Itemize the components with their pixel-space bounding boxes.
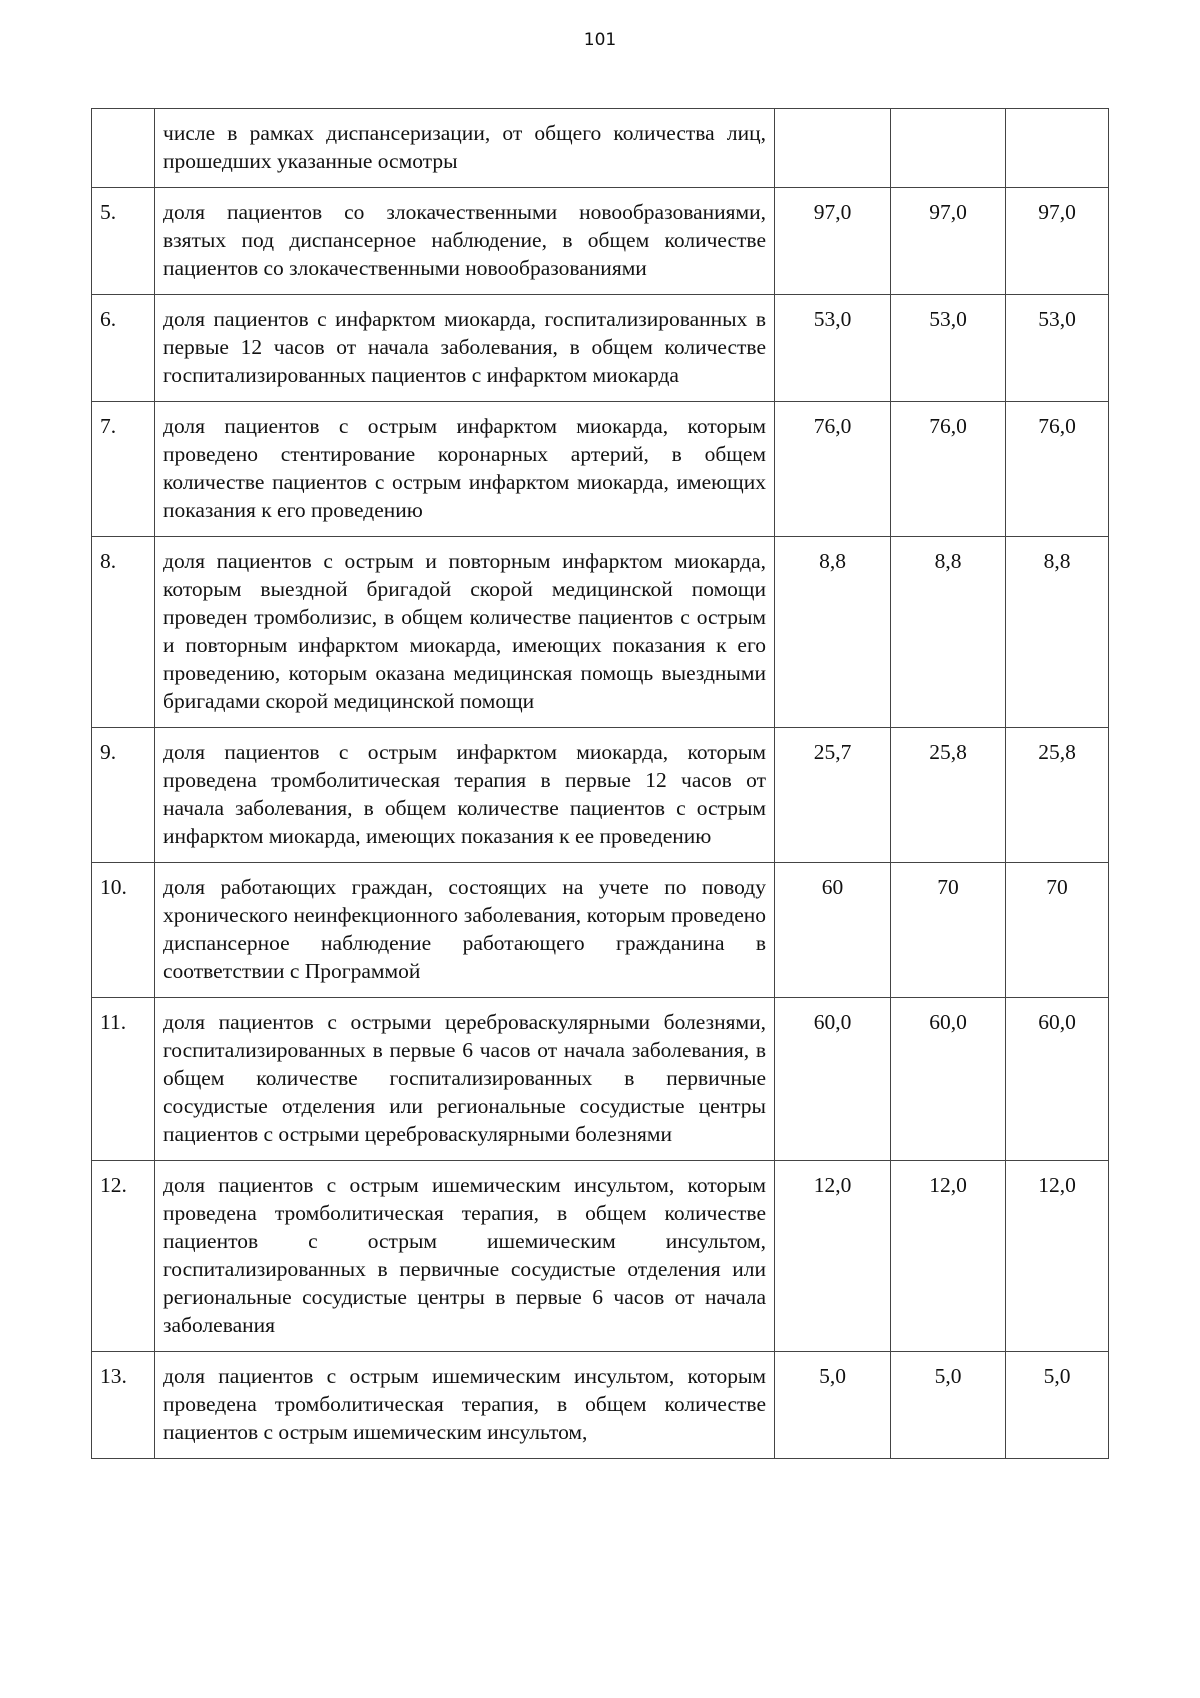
table-row: [92, 295, 1109, 402]
indicator-text: доля пациентов со злокачественными новообразованиями, взятых под диспансерное наблюдение, в общем количестве пациентов со злокачественными новообразованиями: [155, 188, 775, 295]
value-cell-3: 53,0: [1006, 295, 1109, 402]
row-number: 6.: [92, 295, 155, 402]
row-number: 8.: [92, 537, 155, 728]
row-number: [92, 109, 155, 188]
table-row: [92, 728, 1109, 863]
row-number: 9.: [92, 728, 155, 863]
table-row: [92, 998, 1109, 1161]
value-cell-1: 25,7: [775, 728, 891, 863]
indicator-text: доля пациентов с острым инфарктом миокарда, которым проведена тромболитическая терапия в первые 12 часов от начала заболевания, в общем количестве пациентов с острым инфарктом миокарда, имеющих показания к ее проведению: [155, 728, 775, 863]
value-cell-3: 8,8: [1006, 537, 1109, 728]
value-cell-1: 76,0: [775, 402, 891, 537]
value-cell-2: [891, 109, 1006, 188]
row-number: 13.: [92, 1352, 155, 1459]
value-cell-1: 5,0: [775, 1352, 891, 1459]
table-row: [92, 402, 1109, 537]
indicator-text: доля пациентов с острым ишемическим инсультом, которым проведена тромболитическая терапия, в общем количестве пациентов с острым ишемическим инсультом,: [155, 1352, 775, 1459]
indicator-text: доля работающих граждан, состоящих на учете по поводу хронического неинфекционного заболевания, которым проведено диспансерное наблюдение работающего гражданина в соответствии с Программой: [155, 863, 775, 998]
page-number: 101: [583, 30, 617, 50]
value-cell-3: 60,0: [1006, 998, 1109, 1161]
table-row: [92, 1352, 1109, 1459]
value-cell-2: 25,8: [891, 728, 1006, 863]
indicator-text: доля пациентов с острым ишемическим инсультом, которым проведена тромболитическая терапия, в общем количестве пациентов с острым ишемическим инсультом, госпитализированных в первичные сосудистые отделения или региональные сосудистые центры в первые 6 часов от начала заболевания: [155, 1161, 775, 1352]
table-row: [92, 188, 1109, 295]
indicator-text: числе в рамках диспансеризации, от общего количества лиц, прошедших указанные осмотры: [155, 109, 775, 188]
row-number: 5.: [92, 188, 155, 295]
value-cell-1: 60: [775, 863, 891, 998]
value-cell-3: 12,0: [1006, 1161, 1109, 1352]
row-number: 10.: [92, 863, 155, 998]
value-cell-3: 76,0: [1006, 402, 1109, 537]
value-cell-3: [1006, 109, 1109, 188]
indicator-text: доля пациентов с острым инфарктом миокарда, которым проведено стентирование коронарных артерий, в общем количестве пациентов с острым инфарктом миокарда, имеющих показания к его проведению: [155, 402, 775, 537]
value-cell-3: 70: [1006, 863, 1109, 998]
value-cell-1: 60,0: [775, 998, 891, 1161]
row-number: 11.: [92, 998, 155, 1161]
value-cell-1: 8,8: [775, 537, 891, 728]
value-cell-2: 12,0: [891, 1161, 1006, 1352]
value-cell-2: 8,8: [891, 537, 1006, 728]
value-cell-3: 97,0: [1006, 188, 1109, 295]
value-cell-2: 97,0: [891, 188, 1006, 295]
value-cell-2: 60,0: [891, 998, 1006, 1161]
indicator-text: доля пациентов с острым и повторным инфарктом миокарда, которым выездной бригадой скорой медицинской помощи проведен тромболизис, в общем количестве пациентов с острым и повторным инфарктом миокарда, имеющих показания к его проведению, которым оказана медицинская помощь выездными бригадами скорой медицинской помощи: [155, 537, 775, 728]
value-cell-1: [775, 109, 891, 188]
indicator-text: доля пациентов с инфарктом миокарда, госпитализированных в первые 12 часов от начала заболевания, в общем количестве госпитализированных пациентов с инфарктом миокарда: [155, 295, 775, 402]
table-row: [92, 1161, 1109, 1352]
value-cell-3: 5,0: [1006, 1352, 1109, 1459]
row-number: 12.: [92, 1161, 155, 1352]
value-cell-2: 70: [891, 863, 1006, 998]
row-number: 7.: [92, 402, 155, 537]
table-row: [92, 537, 1109, 728]
indicators-table: [91, 108, 1109, 1459]
indicator-text: доля пациентов с острыми цереброваскулярными болезнями, госпитализированных в первые 6 часов от начала заболевания, в общем количестве госпитализированных в первичные сосудистые отделения или региональные сосудистые центры пациентов с острыми цереброваскулярными болезнями: [155, 998, 775, 1161]
value-cell-2: 76,0: [891, 402, 1006, 537]
value-cell-1: 12,0: [775, 1161, 891, 1352]
value-cell-1: 97,0: [775, 188, 891, 295]
value-cell-2: 5,0: [891, 1352, 1006, 1459]
value-cell-1: 53,0: [775, 295, 891, 402]
value-cell-2: 53,0: [891, 295, 1006, 402]
table-row: [92, 109, 1109, 188]
table-row: [92, 863, 1109, 998]
value-cell-3: 25,8: [1006, 728, 1109, 863]
